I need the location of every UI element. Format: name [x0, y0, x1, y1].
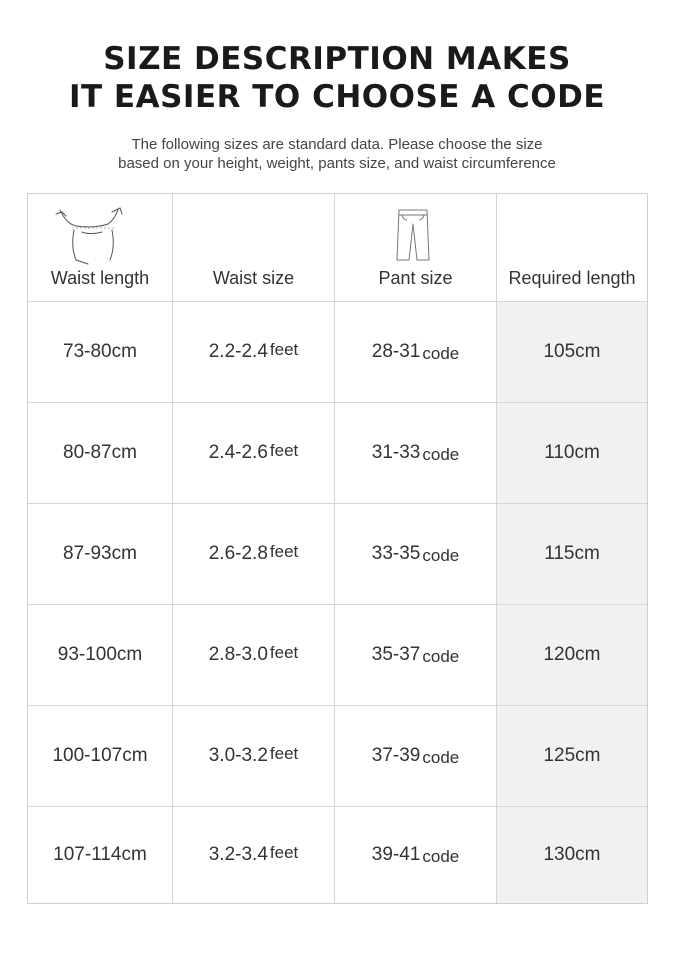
cell-required-length: 125cm [497, 706, 647, 807]
cell-required-length: 105cm [497, 302, 647, 403]
subtitle-line-2: based on your height, weight, pants size, and waist circumference [118, 155, 556, 172]
pants-icon [393, 208, 433, 262]
cell-required-length: 130cm [497, 807, 647, 903]
cell-required-length: 120cm [497, 605, 647, 706]
header-label-waist-size: Waist size [212, 268, 295, 288]
cell-waist-size: 2.2-2.4 feet [173, 302, 335, 403]
page-title [0, 40, 674, 116]
cell-waist-length: 93-100cm [28, 605, 173, 706]
title-line-1: SIZE DESCRIPTION MAKES [103, 41, 571, 77]
cell-required-length: 115cm [497, 504, 647, 605]
title-line-2: IT EASIER TO CHOOSE A CODE [68, 79, 606, 115]
cell-waist-size: 2.8-3.0 feet [173, 605, 335, 706]
cell-waist-length: 107-114cm [28, 807, 173, 903]
cell-waist-size: 3.0-3.2 feet [173, 706, 335, 807]
header-cell-waist-size [173, 194, 335, 302]
cell-waist-length: 100-107cm [28, 706, 173, 807]
header-cell-pant-size [335, 194, 497, 302]
header-cell-required-length [497, 194, 647, 302]
cell-pant-size: 39-41 code [335, 807, 497, 903]
cell-pant-size: 28-31 code [335, 302, 497, 403]
header-label-pant-size: Pant size [378, 268, 453, 288]
cell-pant-size: 37-39 code [335, 706, 497, 807]
cell-waist-size: 2.4-2.6 feet [173, 403, 335, 504]
cell-waist-length: 73-80cm [28, 302, 173, 403]
cell-required-length: 110cm [497, 403, 647, 504]
cell-pant-size: 31-33 code [335, 403, 497, 504]
page-subtitle [0, 135, 674, 173]
cell-waist-length: 80-87cm [28, 403, 173, 504]
subtitle-line-1: The following sizes are standard data. Please choose the size [131, 136, 543, 153]
header-label-required-length: Required length [508, 268, 636, 288]
size-table [27, 193, 648, 904]
header-label-waist-length: Waist length [50, 268, 150, 288]
cell-waist-size: 3.2-3.4 feet [173, 807, 335, 903]
cell-pant-size: 35-37 code [335, 605, 497, 706]
cell-pant-size: 33-35 code [335, 504, 497, 605]
header-cell-waist-length [28, 194, 173, 302]
cell-waist-length: 87-93cm [28, 504, 173, 605]
waist-figure-icon [52, 204, 132, 266]
cell-waist-size: 2.6-2.8 feet [173, 504, 335, 605]
